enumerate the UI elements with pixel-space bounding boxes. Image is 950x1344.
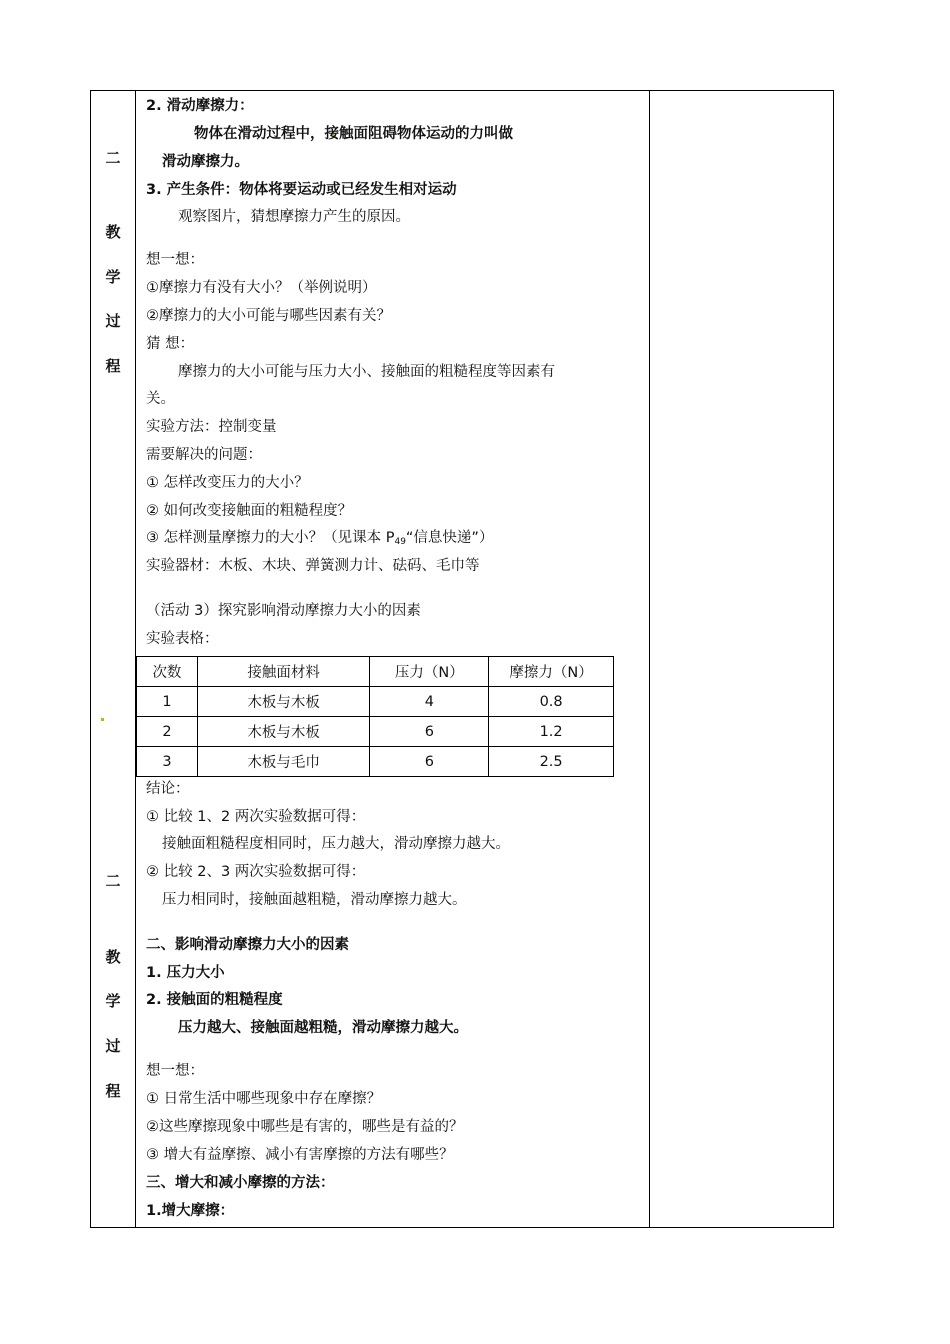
lesson-table — [90, 90, 834, 1228]
text-line: 观察图片，猜想摩擦力产生的原因。 — [178, 209, 410, 225]
table-header-row — [137, 657, 614, 687]
sidebar-char: 过 — [105, 1037, 121, 1055]
sidebar-char: 学 — [105, 268, 121, 286]
text-line: 结论： — [146, 781, 190, 797]
section-heading: 三、增大和减小摩擦的方法： — [146, 1175, 335, 1191]
column-divider-right — [649, 91, 650, 1227]
text-line: ②这些摩擦现象中哪些是有害的，哪些是有益的？ — [146, 1119, 464, 1135]
sidebar-char: 学 — [105, 992, 121, 1010]
text-line: 接触面粗糙程度相同时，压力越大，滑动摩擦力越大。 — [162, 836, 510, 852]
text-line: ① 比较 1、2 两次实验数据可得： — [146, 809, 366, 825]
text-line: ① 日常生活中哪些现象中存在摩擦？ — [146, 1091, 382, 1107]
section-heading: 二、影响滑动摩擦力大小的因素 — [146, 937, 349, 953]
table-header: 压力（N） — [370, 657, 489, 687]
text-line: 需要解决的问题： — [146, 447, 262, 463]
table-row — [137, 717, 614, 747]
text-line: ① 怎样改变压力的大小？ — [146, 475, 309, 491]
page-subscript: 49 — [394, 537, 406, 547]
text-line: 想一想： — [146, 252, 204, 268]
text-line: ② 比较 2、3 两次实验数据可得： — [146, 864, 366, 880]
text-line — [146, 526, 493, 547]
text-line: 实验表格： — [146, 631, 219, 647]
table-cell: 6 — [370, 747, 489, 777]
conclusion-text: 压力越大、接触面越粗糙，滑动摩擦力越大。 — [178, 1020, 468, 1036]
table-cell: 3 — [137, 747, 198, 777]
text-line: 实验器材：木板、木块、弹簧测力计、砝码、毛巾等 — [146, 558, 480, 574]
table-cell: 2 — [137, 717, 198, 747]
heading-conditions: 3. 产生条件：物体将要运动或已经发生相对运动 — [146, 182, 457, 198]
stray-mark — [101, 718, 104, 721]
table-cell: 木板与木板 — [197, 687, 370, 717]
factor-item: 1. 压力大小 — [146, 965, 225, 981]
text-line: ②摩擦力的大小可能与哪些因素有关？ — [146, 308, 391, 324]
table-cell: 4 — [370, 687, 489, 717]
subsection-heading: 1.增大摩擦： — [146, 1203, 235, 1219]
table-cell: 2.5 — [489, 747, 614, 777]
table-cell: 1 — [137, 687, 198, 717]
text-line: 想一想： — [146, 1063, 204, 1079]
text-line: 实验方法：控制变量 — [146, 419, 277, 435]
text-line: 关。 — [146, 391, 175, 407]
text-line: （活动 3）探究影响滑动摩擦力大小的因素 — [146, 603, 421, 619]
heading-sliding-friction: 2. 滑动摩擦力： — [146, 98, 254, 114]
table-cell: 木板与木板 — [197, 717, 370, 747]
text-line: 摩擦力的大小可能与压力大小、接触面的粗糙程度等因素有 — [178, 364, 555, 380]
definition-text: 滑动摩擦力。 — [162, 154, 249, 170]
text-segment: “信息快递”） — [405, 530, 494, 546]
table-cell: 0.8 — [489, 687, 614, 717]
experiment-table — [136, 656, 614, 777]
definition-text: 物体在滑动过程中，接触面阻碍物体运动的力叫做 — [194, 126, 513, 142]
table-header: 次数 — [137, 657, 198, 687]
text-line: ①摩擦力有没有大小？（举例说明） — [146, 280, 377, 296]
sidebar-char: 教 — [105, 223, 121, 241]
table-row — [137, 747, 614, 777]
table-cell: 1.2 — [489, 717, 614, 747]
sidebar-char: 二 — [105, 149, 121, 167]
table-row — [137, 687, 614, 717]
text-line: 猜 想： — [146, 336, 195, 352]
table-header: 接触面材料 — [197, 657, 370, 687]
sidebar-char: 程 — [105, 1082, 121, 1100]
table-header: 摩擦力（N） — [489, 657, 614, 687]
text-segment: ③ 怎样测量摩擦力的大小？（见课本 P — [146, 530, 395, 546]
sidebar-char: 教 — [105, 948, 121, 966]
text-line: ② 如何改变接触面的粗糙程度？ — [146, 503, 353, 519]
factor-item: 2. 接触面的粗糙程度 — [146, 992, 283, 1008]
text-line: ③ 增大有益摩擦、减小有害摩擦的方法有哪些？ — [146, 1147, 454, 1163]
table-cell: 6 — [370, 717, 489, 747]
table-cell: 木板与毛巾 — [197, 747, 370, 777]
sidebar-char: 二 — [105, 872, 121, 890]
sidebar-char: 程 — [105, 357, 121, 375]
sidebar-char: 过 — [105, 312, 121, 330]
text-line: 压力相同时，接触面越粗糙，滑动摩擦力越大。 — [162, 892, 467, 908]
